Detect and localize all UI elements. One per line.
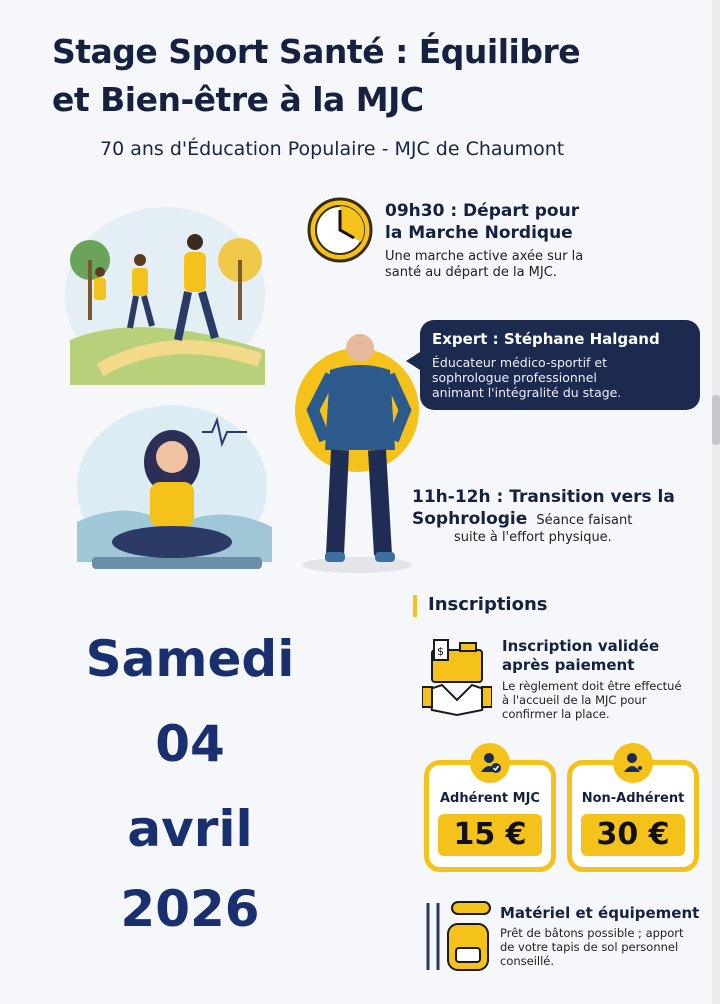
expert-bubble (420, 320, 700, 410)
expert-title: Expert : Stéphane Halgand (432, 330, 660, 348)
date-year: 2026 (120, 880, 260, 938)
inscriptions-heading: Inscriptions (428, 594, 548, 615)
expert-desc-1: Éducateur médico-sportif et (432, 355, 608, 370)
validation-desc-2: à l'accueil de la MJC pour (502, 693, 647, 707)
walk-title-2: la Marche Nordique (385, 223, 573, 243)
validation-desc-1: Le règlement doit être effectué (502, 679, 682, 693)
expert-desc-2: sophrologue professionnel (432, 370, 597, 385)
sophrology-section (412, 486, 702, 546)
meditation-illustration (72, 402, 277, 582)
title-line-2: et Bien-être à la MJC (52, 80, 424, 119)
page-title (52, 28, 580, 124)
scrollbar-thumb[interactable] (712, 395, 720, 445)
price-label-non-member: Non-Adhérent (581, 791, 685, 806)
heading-accent-bar (413, 595, 417, 617)
expert-illustration (295, 330, 420, 580)
validation-desc-3: confirmer la place. (502, 707, 610, 721)
walk-desc-2: santé au départ de la MJC. (385, 265, 557, 280)
walk-title-1: 09h30 : Départ pour (385, 201, 580, 221)
validation-section (502, 637, 682, 721)
sophro-title-1: 11h-12h : Transition vers la (412, 487, 675, 507)
equipment-desc-3: conseillé. (500, 954, 555, 968)
sophro-desc-1: Séance faisant (536, 513, 633, 528)
equipment-desc-1: Prêt de bâtons possible ; apport (500, 926, 684, 940)
walk-desc-1: Une marche active axée sur la (385, 249, 584, 264)
subtitle: 70 ans d'Éducation Populaire - MJC de Chaumont (100, 138, 565, 160)
sophro-title-2: Sophrologie (412, 509, 528, 529)
walk-section (385, 200, 583, 281)
equipment-section (500, 904, 699, 968)
validation-title-1: Inscription validée (502, 637, 660, 655)
clock-icon (306, 196, 374, 264)
date-number: 04 (155, 715, 225, 773)
equipment-desc-2: de votre tapis de sol personnel (500, 940, 679, 954)
date-month: avril (127, 800, 253, 858)
nordic-walking-illustration (60, 200, 270, 385)
title-line-1: Stage Sport Santé : Équilibre (52, 32, 581, 71)
sophro-desc-2: suite à l'effort physique. (454, 530, 612, 545)
validation-title-2: après paiement (502, 656, 635, 674)
price-amount-non-member: 30 € (581, 814, 685, 856)
expert-desc-3: animant l'intégralité du stage. (432, 385, 622, 400)
equipment-title: Matériel et équipement (500, 904, 700, 922)
price-amount-member: 15 € (438, 814, 542, 856)
svg-text:$: $ (437, 645, 444, 658)
equipment-backpack-poles-icon (422, 898, 494, 973)
price-label-member: Adhérent MJC (440, 791, 540, 806)
price-card-non-member (567, 760, 699, 872)
member-check-icon (470, 743, 510, 783)
scrollbar-track[interactable] (712, 0, 720, 1004)
price-card-member (424, 760, 556, 872)
non-member-user-icon (613, 743, 653, 783)
cash-register-handshake-icon (422, 635, 492, 720)
date-day: Samedi (85, 630, 295, 688)
